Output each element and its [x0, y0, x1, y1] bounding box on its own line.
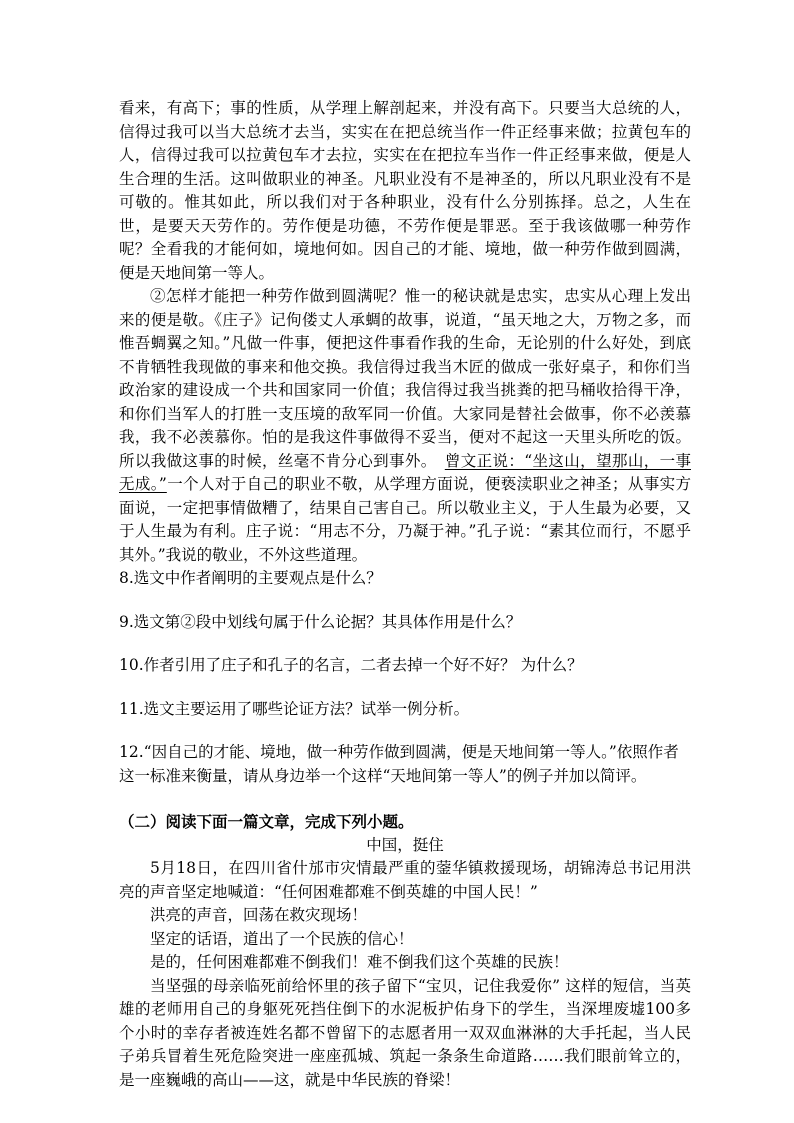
question-8: 8.选文中作者阐明的主要观点是什么？: [119, 569, 382, 587]
section-heading: （二）阅读下面一篇文章，完成下列小题。: [119, 812, 414, 831]
underlined-quote: 曾文正说：“坐这山，望那山，一事无成。”: [119, 451, 691, 493]
document-content: [119, 97, 691, 1092]
paragraph-2-text-before: ②怎样才能把一种劳作做到圆满呢？惟一的秘诀就是忠实，忠实从心理上发出来的便是敬。《庄子》记佝偻丈人承蜩的故事，说道，“虽天地之大，万物之多，而惟吾蜩翼之知。”凡做一件事，便把这件事看作我的生命，无论别的什么好处，到底不肯牺牲我现做的事来和他交换。我信得过我当木匠的做成一张好桌子，和你们当政治家的建设成一个共和国家同一价值；我信得过我当挑粪的把马桶收拾得干净，和你们当军人的打胜一支压境的敌军同一价值。大家同是替社会做事，你不必羡慕我，我不必羡慕你。怕的是我这件事做得不妥当，便对不起这一天里头所吃的饭。所以我做这事的时候，丝毫不肯分心到事外。: [119, 287, 691, 470]
passage-paragraph-2: [119, 285, 691, 567]
article-paragraph: 5月18日，在四川省什邡市灾情最严重的蓥华镇救援现场，胡锦涛总书记用洪亮的声音坚定地喊道：“任何困难都难不倒英雄的中国人民！”: [119, 859, 691, 901]
article-paragraph: 是的，任何困难都难不倒我们！难不倒我们这个英雄的民族！: [150, 953, 569, 971]
article-paragraph: 洪亮的声音，回荡在救灾现场！: [150, 906, 368, 924]
question-12: 12.“因自己的才能、境地，做一种劳作做到圆满，便是天地间第一等人。”依照作者这一标准来衡量，请从身边举一个这样“天地间第一等人”的例子并加以简评。: [119, 743, 679, 785]
passage-paragraph-1: 看来，有高下；事的性质，从学理上解剖起来，并没有高下。只要当大总统的人，信得过我可以当大总统才去当，实实在在把总统当作一件正经事来做；拉黄包车的人，信得过我可以拉黄包车才去拉，实实在在把拉车当作一件正经事来做，便是人生合理的生活。这叫做职业的神圣。凡职业没有不是神圣的，所以凡职业没有不是可敬的。惟其如此，所以我们对于各种职业，没有什么分别拣择。总之，人生在世，是要天天劳作的。劳作便是功德，不劳作便是罪恶。至于我该做哪一种劳作呢？全看我的才能何如，境地何如。因自己的才能、境地，做一种劳作做到圆满，便是天地间第一等人。: [119, 99, 691, 282]
question-11: 11.选文主要运用了哪些论证方法？试举一例分析。: [119, 699, 470, 718]
article-title: 中国，挺住: [366, 835, 444, 854]
article-paragraph: 坚定的话语，道出了一个民族的信心！: [150, 929, 414, 948]
question-10: 10.作者引用了庄子和孔子的名言，二者去掉一个好不好？ 为什么？: [119, 656, 583, 674]
article-paragraph: 当坚强的母亲临死前给怀里的孩子留下“宝贝，记住我爱你” 这样的短信，当英雄的老师用自己的身躯死死挡住倒下的水泥板护佑身下的学生，当深埋废墟100多个小时的幸存者被连姓名都不曾留下的志愿者用一双双血淋淋的大手托起，当人民子弟兵冒着生死危险突进一座座孤城、筑起一条条生命道路……我们眼前耸立的，是一座巍峨的高山——这，就是中华民族的脊梁！: [119, 976, 691, 1089]
paragraph-2-text-after: 一个人对于自己的职业不敬，从学理方面说，便亵渎职业之神圣；从事实方面说，一定把事情做糟了，结果自己害自己。所以敬业主义，于人生最为必要，又于人生最为有利。庄子说：“用志不分，乃凝于神。”孔子说：“素其位而行，不愿乎其外。”我说的敬业，不外这些道理。: [119, 475, 691, 564]
question-9: 9.选文第②段中划线句属于什么论据？其具体作用是什么？: [119, 612, 522, 631]
